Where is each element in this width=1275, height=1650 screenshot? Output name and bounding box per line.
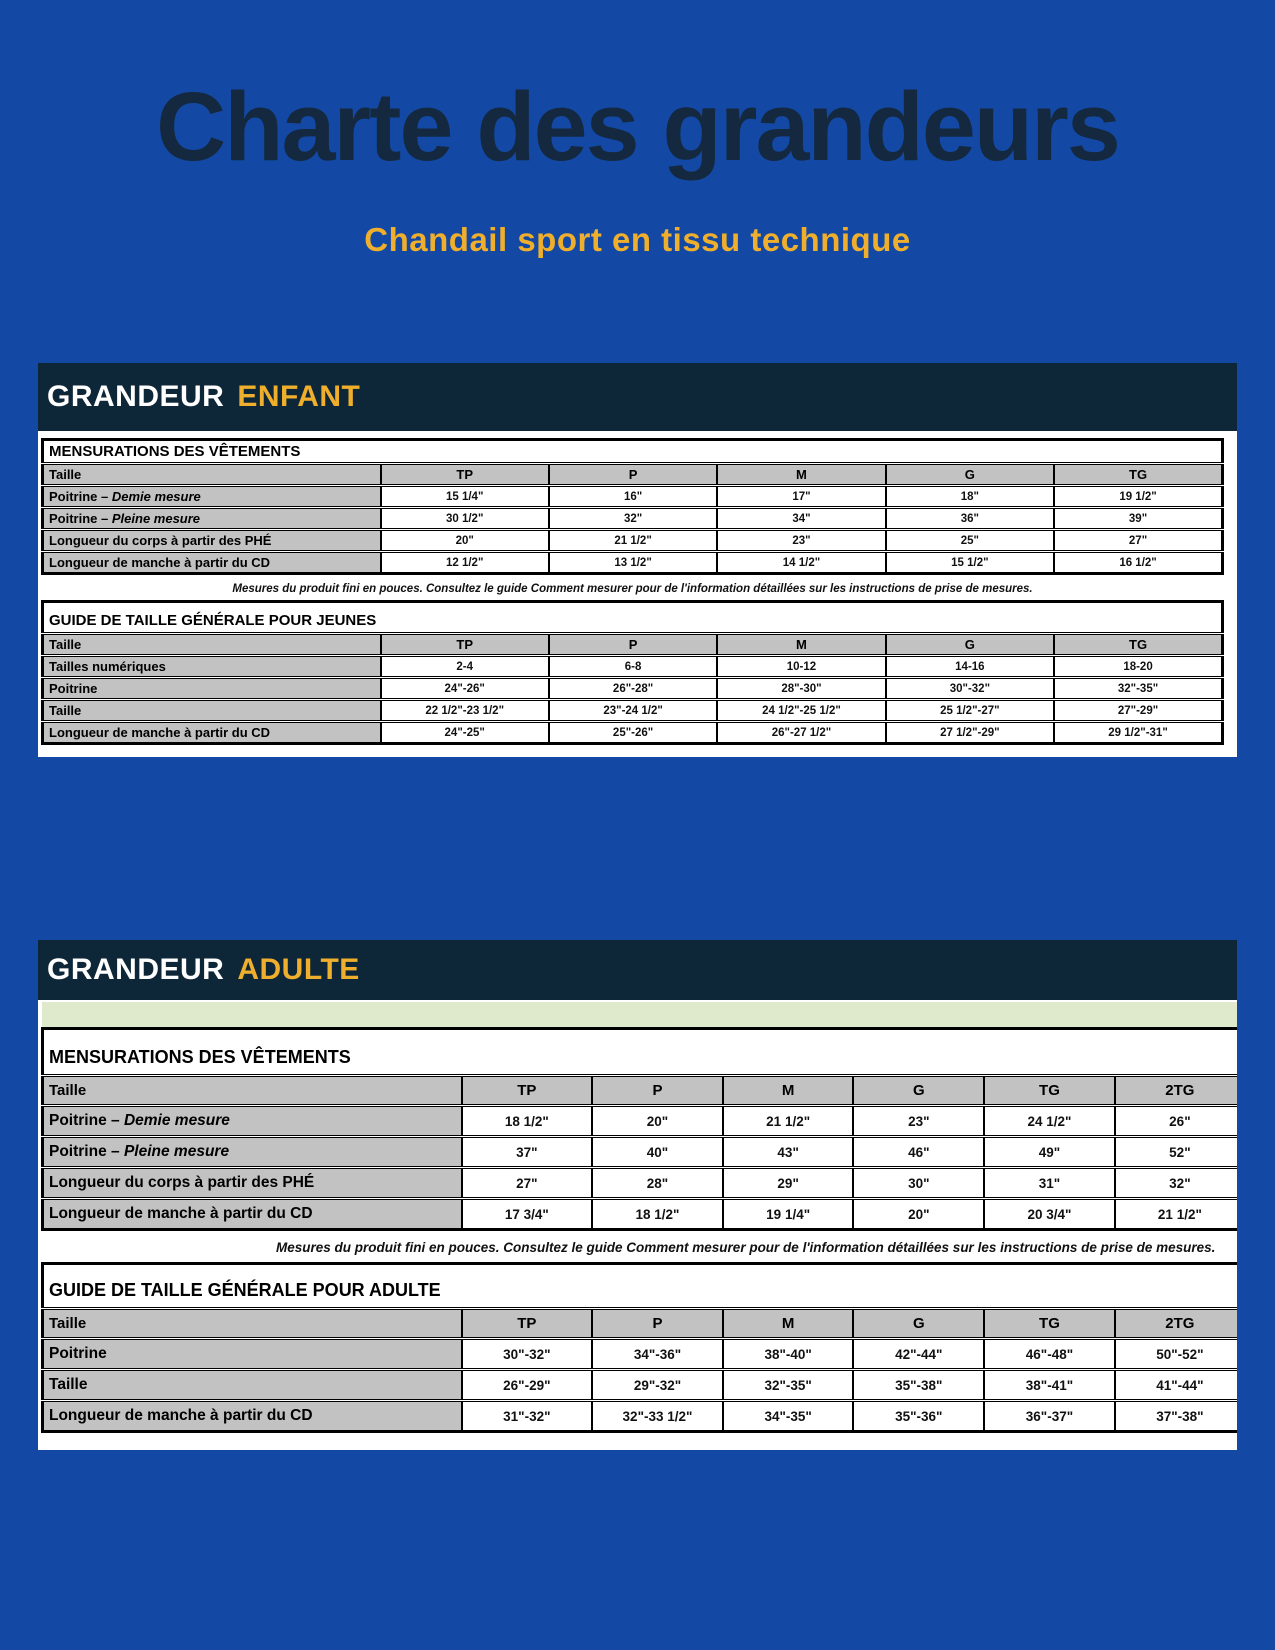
value-cell: 30"-32" — [462, 1339, 593, 1370]
row-label — [43, 1339, 462, 1370]
value-cell: 10-12 — [717, 656, 885, 678]
table-row — [43, 656, 1223, 678]
value-cell: 46" — [853, 1137, 984, 1168]
table-row — [43, 1199, 1238, 1230]
value-cell: 18 1/2" — [462, 1106, 593, 1137]
value-cell: 41"-44" — [1115, 1370, 1237, 1401]
table-row — [43, 1168, 1238, 1199]
value-cell: 36"-37" — [984, 1401, 1115, 1432]
value-cell: 23" — [717, 530, 885, 552]
value-cell: 36" — [886, 508, 1054, 530]
row-label — [43, 656, 381, 678]
size-header-label: Taille — [43, 1076, 462, 1106]
table-row — [43, 1339, 1238, 1370]
value-cell: 16 1/2" — [1054, 552, 1222, 574]
size-column-header: P — [549, 464, 717, 486]
value-cell: 32"-33 1/2" — [592, 1401, 723, 1432]
value-cell: 37"-38" — [1115, 1401, 1237, 1432]
value-cell: 24 1/2"-25 1/2" — [717, 700, 885, 722]
adulte-measurement-note: Mesures du produit fini en pouces. Consultez le guide Comment mesurer pour de l'information détaillées sur les instructions de prise de mesures. — [276, 1240, 1216, 1255]
section-adulte-header-accent: ADULTE — [237, 953, 360, 986]
value-cell: 6-8 — [549, 656, 717, 678]
value-cell: 37" — [462, 1137, 593, 1168]
enfant-size-guide-table — [41, 600, 1224, 745]
value-cell: 39" — [1054, 508, 1222, 530]
value-cell: 15 1/2" — [886, 552, 1054, 574]
row-label-qualifier: Pleine mesure — [123, 1143, 230, 1160]
value-cell: 21 1/2" — [723, 1106, 854, 1137]
size-column-header: M — [723, 1076, 854, 1106]
row-label-qualifier: Demie mesure — [111, 489, 201, 504]
row-label — [43, 678, 381, 700]
value-cell: 34"-36" — [592, 1339, 723, 1370]
table-title: MENSURATIONS DES VÊTEMENTS — [43, 440, 1223, 464]
value-cell: 26"-27 1/2" — [717, 722, 885, 744]
value-cell: 49" — [984, 1137, 1115, 1168]
size-header-label: Taille — [43, 1309, 462, 1339]
value-cell: 24"-26" — [381, 678, 549, 700]
section-enfant-content — [38, 431, 1237, 757]
size-column-header: TP — [381, 464, 549, 486]
value-cell: 32"-35" — [723, 1370, 854, 1401]
row-label — [43, 1106, 462, 1137]
value-cell: 52" — [1115, 1137, 1237, 1168]
value-cell: 25" — [886, 530, 1054, 552]
table-title: GUIDE DE TAILLE GÉNÉRALE POUR ADULTE — [43, 1264, 1238, 1309]
adulte-mensurations-table — [41, 1027, 1237, 1231]
size-column-header: TG — [1054, 464, 1222, 486]
table-row — [43, 1401, 1238, 1432]
value-cell: 30"-32" — [886, 678, 1054, 700]
table-row — [43, 552, 1223, 574]
size-column-header: M — [723, 1309, 854, 1339]
value-cell: 29 1/2"-31" — [1054, 722, 1222, 744]
size-column-header: TG — [984, 1309, 1115, 1339]
value-cell: 28" — [592, 1168, 723, 1199]
table-row — [43, 722, 1223, 744]
row-label — [43, 1199, 462, 1230]
row-label-text: Longueur du corps à partir des PHÉ — [49, 1174, 315, 1191]
size-column-header: G — [853, 1309, 984, 1339]
row-label-text: Longueur de manche à partir du CD — [49, 1407, 313, 1424]
size-column-header: P — [592, 1309, 723, 1339]
value-cell: 25"-26" — [549, 722, 717, 744]
section-adulte-header-prefix: GRANDEUR — [47, 953, 225, 986]
size-column-header: G — [886, 464, 1054, 486]
size-header-label: Taille — [43, 634, 381, 656]
value-cell: 27" — [462, 1168, 593, 1199]
adulte-size-guide-table — [41, 1262, 1237, 1433]
table-title-row — [43, 1029, 1238, 1076]
enfant-mensurations-table — [41, 438, 1224, 575]
size-column-header: TG — [984, 1076, 1115, 1106]
value-cell: 17 3/4" — [462, 1199, 593, 1230]
value-cell: 14 1/2" — [717, 552, 885, 574]
value-cell: 38"-40" — [723, 1339, 854, 1370]
value-cell: 27" — [1054, 530, 1222, 552]
value-cell: 34" — [717, 508, 885, 530]
table-title-row — [43, 1264, 1238, 1309]
value-cell: 21 1/2" — [1115, 1199, 1237, 1230]
size-column-header: P — [549, 634, 717, 656]
size-column-header: M — [717, 634, 885, 656]
value-cell: 18" — [886, 486, 1054, 508]
row-label — [43, 700, 381, 722]
value-cell: 42"-44" — [853, 1339, 984, 1370]
row-label-qualifier: Pleine mesure — [111, 511, 201, 526]
value-cell: 38"-41" — [984, 1370, 1115, 1401]
value-cell: 22 1/2"-23 1/2" — [381, 700, 549, 722]
value-cell: 20" — [381, 530, 549, 552]
value-cell: 29" — [723, 1168, 854, 1199]
table-row — [43, 1137, 1238, 1168]
value-cell: 18-20 — [1054, 656, 1222, 678]
row-label-qualifier: Demie mesure — [123, 1112, 230, 1129]
value-cell: 24 1/2" — [984, 1106, 1115, 1137]
row-label-text: Longueur de manche à partir du CD — [49, 555, 271, 570]
value-cell: 50"-52" — [1115, 1339, 1237, 1370]
size-header-row — [43, 464, 1223, 486]
value-cell: 13 1/2" — [549, 552, 717, 574]
value-cell: 30 1/2" — [381, 508, 549, 530]
size-header-row — [43, 1076, 1238, 1106]
row-label-text: Longueur du corps à partir des PHÉ — [49, 533, 272, 548]
size-column-header: TP — [462, 1076, 593, 1106]
row-label — [43, 530, 381, 552]
value-cell: 27 1/2"-29" — [886, 722, 1054, 744]
row-label-text: Taille — [49, 1376, 88, 1393]
row-label — [43, 1370, 462, 1401]
row-label — [43, 1168, 462, 1199]
value-cell: 20" — [592, 1106, 723, 1137]
value-cell: 35"-36" — [853, 1401, 984, 1432]
section-enfant-header-prefix: GRANDEUR — [47, 380, 225, 413]
section-adulte-header-bar — [38, 940, 1237, 1000]
value-cell: 26"-29" — [462, 1370, 593, 1401]
page-title: Charte des grandeurs — [156, 72, 1119, 181]
row-label-text: Poitrine — [49, 681, 98, 696]
size-column-header: P — [592, 1076, 723, 1106]
size-column-header: M — [717, 464, 885, 486]
row-label-text: Poitrine – — [49, 1143, 120, 1160]
value-cell: 26" — [1115, 1106, 1237, 1137]
size-column-header: TG — [1054, 634, 1222, 656]
value-cell: 18 1/2" — [592, 1199, 723, 1230]
value-cell: 20 3/4" — [984, 1199, 1115, 1230]
value-cell: 43" — [723, 1137, 854, 1168]
size-column-header: TP — [462, 1309, 593, 1339]
value-cell: 12 1/2" — [381, 552, 549, 574]
size-column-header: G — [853, 1076, 984, 1106]
value-cell: 28"-30" — [717, 678, 885, 700]
row-label-text: Longueur de manche à partir du CD — [49, 1205, 313, 1222]
value-cell: 31" — [984, 1168, 1115, 1199]
row-label-text: Poitrine – — [49, 511, 109, 526]
value-cell: 21 1/2" — [549, 530, 717, 552]
value-cell: 16" — [549, 486, 717, 508]
value-cell: 19 1/4" — [723, 1199, 854, 1230]
size-column-header: 2TG — [1115, 1076, 1237, 1106]
value-cell: 17" — [717, 486, 885, 508]
table-row — [43, 530, 1223, 552]
size-header-row — [43, 1309, 1238, 1339]
value-cell: 26"-28" — [549, 678, 717, 700]
row-label-text: Poitrine – — [49, 489, 109, 504]
table-title: MENSURATIONS DES VÊTEMENTS — [43, 1029, 1238, 1076]
value-cell: 25 1/2"-27" — [886, 700, 1054, 722]
value-cell: 46"-48" — [984, 1339, 1115, 1370]
size-column-header: 2TG — [1115, 1309, 1237, 1339]
section-adulte — [38, 940, 1237, 1450]
value-cell: 19 1/2" — [1054, 486, 1222, 508]
table-title-row — [43, 440, 1223, 464]
row-label-text: Tailles numériques — [49, 659, 166, 674]
green-divider-strip — [42, 1002, 1237, 1027]
value-cell: 23"-24 1/2" — [549, 700, 717, 722]
row-label — [43, 1401, 462, 1432]
table-row — [43, 1370, 1238, 1401]
table-row — [43, 486, 1223, 508]
value-cell: 40" — [592, 1137, 723, 1168]
size-header-row — [43, 634, 1223, 656]
value-cell: 32" — [549, 508, 717, 530]
section-enfant-header-accent: ENFANT — [237, 380, 361, 413]
value-cell: 31"-32" — [462, 1401, 593, 1432]
section-enfant — [38, 363, 1237, 757]
section-enfant-header-bar — [38, 363, 1237, 431]
value-cell: 34"-35" — [723, 1401, 854, 1432]
section-adulte-content — [38, 1000, 1237, 1450]
row-label-text: Poitrine — [49, 1345, 107, 1362]
value-cell: 24"-25" — [381, 722, 549, 744]
row-label — [43, 508, 381, 530]
table-row — [43, 678, 1223, 700]
row-label-text: Longueur de manche à partir du CD — [49, 725, 271, 740]
table-row — [43, 700, 1223, 722]
row-label — [43, 1137, 462, 1168]
row-label — [43, 552, 381, 574]
table-row — [43, 1106, 1238, 1137]
value-cell: 15 1/4" — [381, 486, 549, 508]
size-header-label: Taille — [43, 464, 381, 486]
table-title-row — [43, 602, 1223, 634]
value-cell: 2-4 — [381, 656, 549, 678]
page-subtitle: Chandail sport en tissu technique — [364, 221, 911, 258]
value-cell: 32" — [1115, 1168, 1237, 1199]
table-title: GUIDE DE TAILLE GÉNÉRALE POUR JEUNES — [43, 602, 1223, 634]
row-label-text: Taille — [49, 703, 82, 718]
row-label — [43, 486, 381, 508]
value-cell: 20" — [853, 1199, 984, 1230]
value-cell: 32"-35" — [1054, 678, 1222, 700]
value-cell: 23" — [853, 1106, 984, 1137]
table-row — [43, 508, 1223, 530]
size-column-header: G — [886, 634, 1054, 656]
enfant-measurement-note: Mesures du produit fini en pouces. Consultez le guide Comment mesurer pour de l'information détaillées sur les instructions de prise de mesures. — [232, 583, 1033, 595]
row-label — [43, 722, 381, 744]
row-label-text: Poitrine – — [49, 1112, 120, 1129]
size-column-header: TP — [381, 634, 549, 656]
value-cell: 30" — [853, 1168, 984, 1199]
value-cell: 14-16 — [886, 656, 1054, 678]
value-cell: 29"-32" — [592, 1370, 723, 1401]
value-cell: 35"-38" — [853, 1370, 984, 1401]
value-cell: 27"-29" — [1054, 700, 1222, 722]
